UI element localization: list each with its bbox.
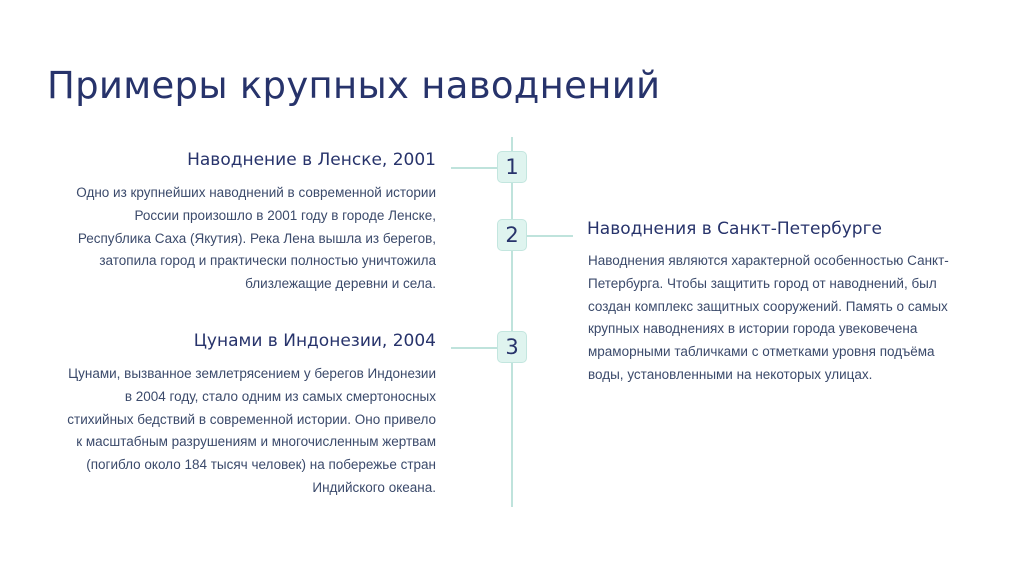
item-text-lensk xyxy=(16,182,436,296)
item-text-spb xyxy=(588,250,1008,387)
timeline-marker-2: 2 xyxy=(497,219,527,251)
item-title-indonesia: Цунами в Индонезии, 2004 xyxy=(193,331,436,351)
timeline-marker-3: 3 xyxy=(497,331,527,363)
text-line: крупных наводнениях в истории города увековечена xyxy=(588,321,918,337)
connector-2 xyxy=(527,235,573,237)
connector-1 xyxy=(451,167,497,169)
slide-title: Примеры крупных наводнений xyxy=(47,64,661,107)
text-line: создан комплекс защитных сооружений. Память о самых xyxy=(588,298,948,314)
text-line: Наводнения являются характерной особенностью Санкт- xyxy=(588,253,949,268)
item-title-spb: Наводнения в Санкт-Петербурге xyxy=(587,219,882,239)
item-text-indonesia xyxy=(16,363,436,500)
text-line: Петербурга. Чтобы защитить город от наводнений, был xyxy=(588,275,937,291)
timeline-marker-1: 1 xyxy=(497,151,527,183)
text-line: воды, установленными на некоторых улицах. xyxy=(588,366,873,382)
text-line: (погибло около 184 тысяч человек) на побережье стран xyxy=(86,457,436,473)
text-line: Республика Саха (Якутия). Река Лена вышла из берегов, xyxy=(77,230,436,246)
text-line: к масштабным разрушениям и многочисленным жертвам xyxy=(76,434,436,450)
text-line: близлежащие деревни и села. xyxy=(245,276,436,292)
timeline-line xyxy=(511,137,513,507)
text-line: стихийных бедствий в современной истории. Оно привело xyxy=(67,411,436,427)
text-line: мраморными табличками с отметками уровня подъёма xyxy=(588,344,935,360)
text-line: России произошло в 2001 году в городе Ленске, xyxy=(134,207,436,223)
text-line: Одно из крупнейших наводнений в современной истории xyxy=(76,185,436,200)
text-line: в 2004 году, стало одним из самых смертоносных xyxy=(124,388,436,404)
text-line: Цунами, вызванное землетрясением у берегов Индонезии xyxy=(68,366,436,381)
connector-3 xyxy=(451,347,497,349)
item-title-lensk: Наводнение в Ленске, 2001 xyxy=(187,150,436,170)
text-line: Индийского океана. xyxy=(312,479,436,495)
text-line: затопила город и практически полностью уничтожила xyxy=(99,253,436,269)
